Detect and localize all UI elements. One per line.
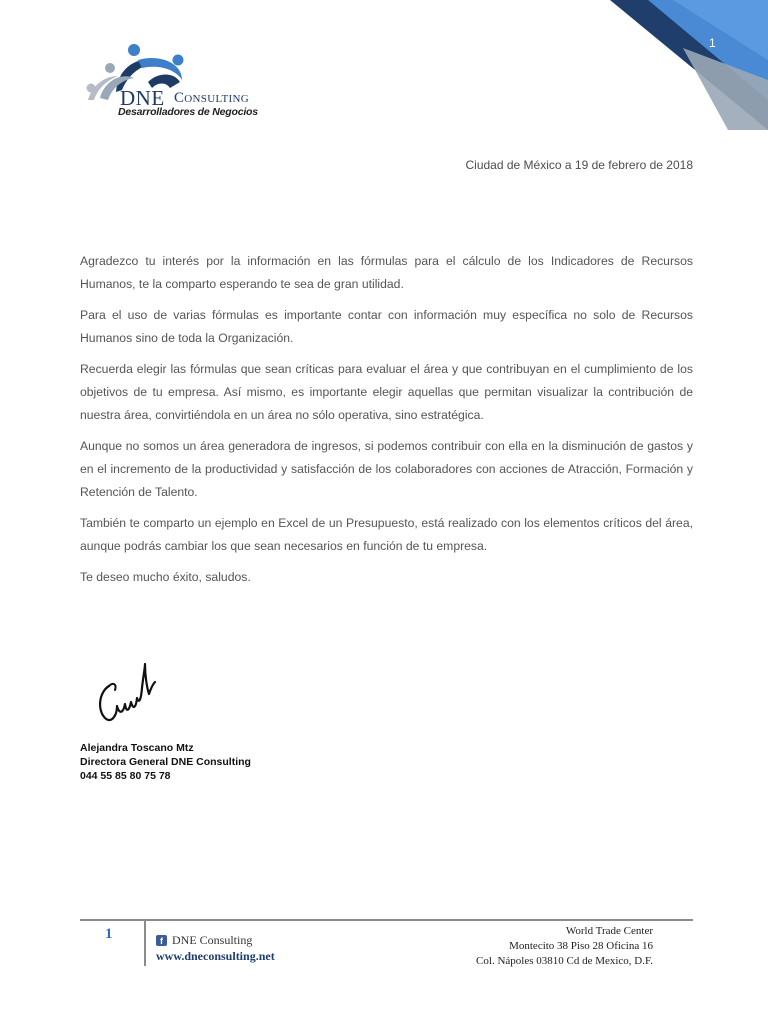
logo-consulting: Consulting <box>174 90 249 106</box>
letter-paragraph: También te comparto un ejemplo en Excel de un Presupuesto, está realizado con los elementos críticos del área, aunque podrás cambiar los que sean necesarios en función de tu empresa. <box>80 516 693 553</box>
footer-website-link[interactable]: www.dneconsulting.net <box>156 949 275 963</box>
letter-paragraph: Recuerda elegir las fórmulas que sean críticas para evaluar el área y que contribuyan en el cumplimiento de los objetivos de tu empresa. Así mismo, es importante elegir aquellas que permitan visualizar la contribución de nuestra área, convirtiéndola en un área no sólo operativa, sino estratégica. <box>80 362 693 422</box>
address-line: Col. Nápoles 03810 Cd de Mexico, D.F. <box>476 955 653 967</box>
letter-paragraph: Agradezco tu interés por la información en las fórmulas para el cálculo de los Indicadores de Recursos Humanos, te la comparto esperando te sea de gran utilidad. <box>80 254 693 291</box>
signature-block <box>80 741 251 783</box>
footer-address <box>476 924 653 969</box>
letter-body <box>80 250 693 597</box>
footer-page-number: 1 <box>105 926 113 942</box>
letter-paragraph: Aunque no somos un área generadora de ingresos, si podemos contribuir con ella en la disminución de gastos y en el incremento de la productividad y satisfacción de los colaboradores con acciones de Atracción, Formación y Retención de Talento. <box>80 439 693 499</box>
facebook-icon[interactable]: f <box>156 935 167 946</box>
footer-company: DNE Consulting <box>172 933 253 947</box>
logo-tagline: Desarrolladores de Negocios <box>118 106 258 118</box>
address-line: World Trade Center <box>565 925 653 937</box>
letter-paragraph: Para el uso de varias fórmulas es importante contar con información muy específica no solo de Recursos Humanos sino de toda la Organización. <box>80 308 693 345</box>
letter-date: Ciudad de México a 19 de febrero de 2018 <box>465 158 693 172</box>
corner-decoration <box>588 0 768 130</box>
signer-phone: 044 55 85 80 75 78 <box>80 770 171 782</box>
letter-paragraph: Te deseo mucho éxito, saludos. <box>80 570 251 584</box>
handwritten-signature <box>95 658 157 728</box>
header-page-number: 1 <box>709 36 716 50</box>
footer-divider <box>80 919 693 921</box>
signer-title: Directora General DNE Consulting <box>80 756 251 768</box>
footer-vertical-divider <box>144 921 146 966</box>
address-line: Montecito 38 Piso 28 Oficina 16 <box>509 940 653 952</box>
logo-name: DNE <box>120 86 165 110</box>
signer-name: Alejandra Toscano Mtz <box>80 742 194 754</box>
